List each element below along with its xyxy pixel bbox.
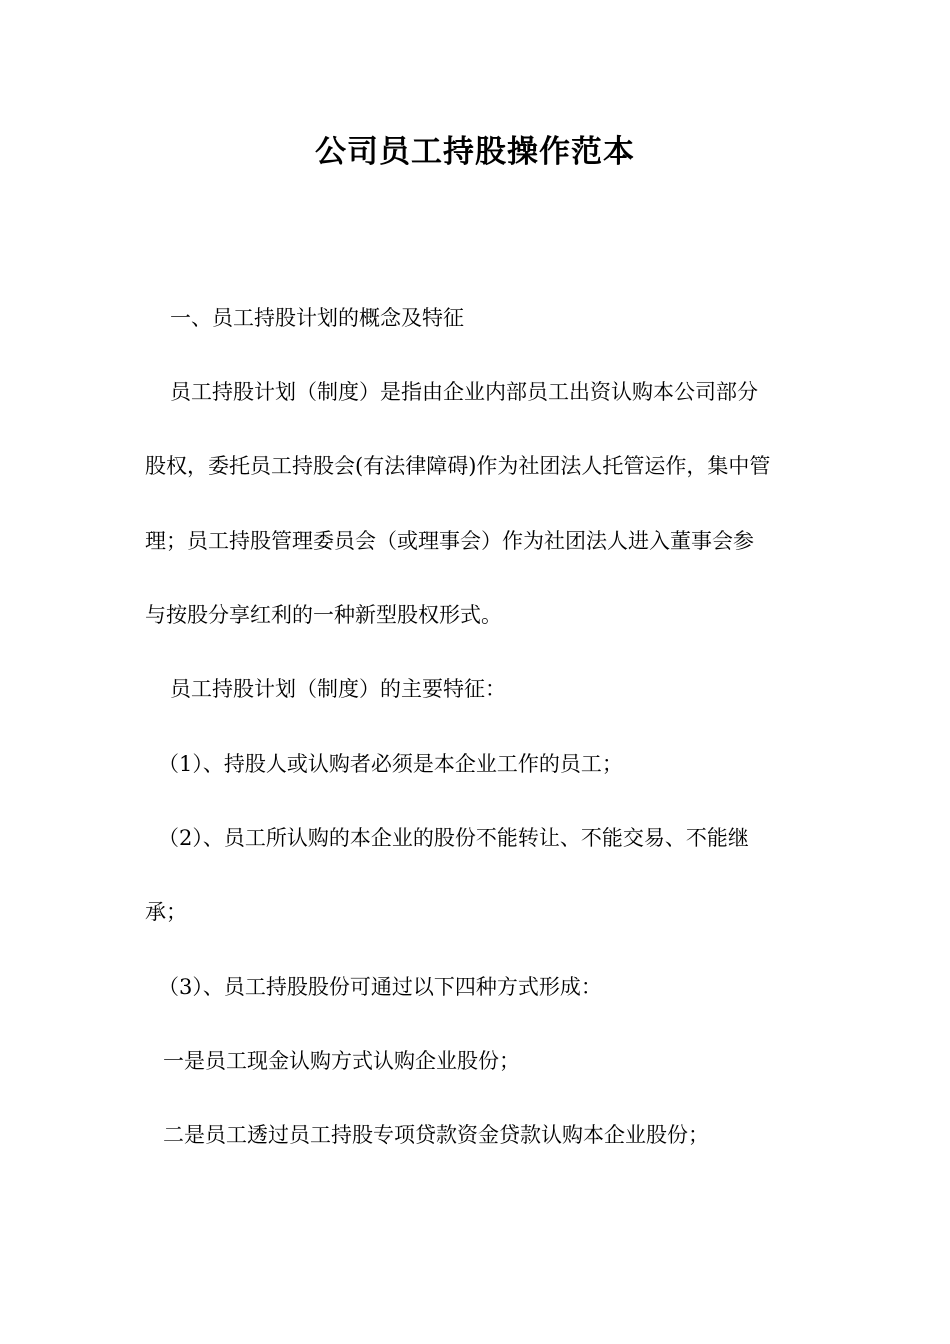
method-item-2: 二是员工透过员工持股专项贷款资金贷款认购本企业股份； bbox=[163, 1123, 709, 1147]
feature-item-2-line-1: （2）、员工所认购的本企业的股份不能转让、不能交易、不能继 bbox=[158, 826, 749, 850]
paragraph-definition-line-1: 员工持股计划（制度）是指由企业内部员工出资认购本公司部分 bbox=[170, 380, 758, 404]
paragraph-definition-line-3: 理；员工持股管理委员会（或理事会）作为社团法人进入董事会参 bbox=[145, 529, 754, 553]
feature-item-3: （3）、员工持股股份可通过以下四种方式形成： bbox=[158, 975, 602, 999]
method-item-1: 一是员工现金认购方式认购企业股份； bbox=[163, 1049, 520, 1073]
paragraph-definition-line-4: 与按股分享红利的一种新型股权形式。 bbox=[145, 603, 502, 627]
feature-item-2-line-2: 承； bbox=[145, 900, 187, 924]
section-heading-concept: 一、员工持股计划的概念及特征 bbox=[170, 306, 464, 330]
feature-item-1: （1）、持股人或认购者必须是本企业工作的员工； bbox=[158, 752, 623, 776]
document-title: 公司员工持股操作范本 bbox=[315, 134, 635, 170]
features-intro: 员工持股计划（制度）的主要特征： bbox=[170, 677, 506, 701]
paragraph-definition-line-2: 股权，委托员工持股会(有法律障碍)作为社团法人托管运作，集中管 bbox=[145, 454, 771, 478]
